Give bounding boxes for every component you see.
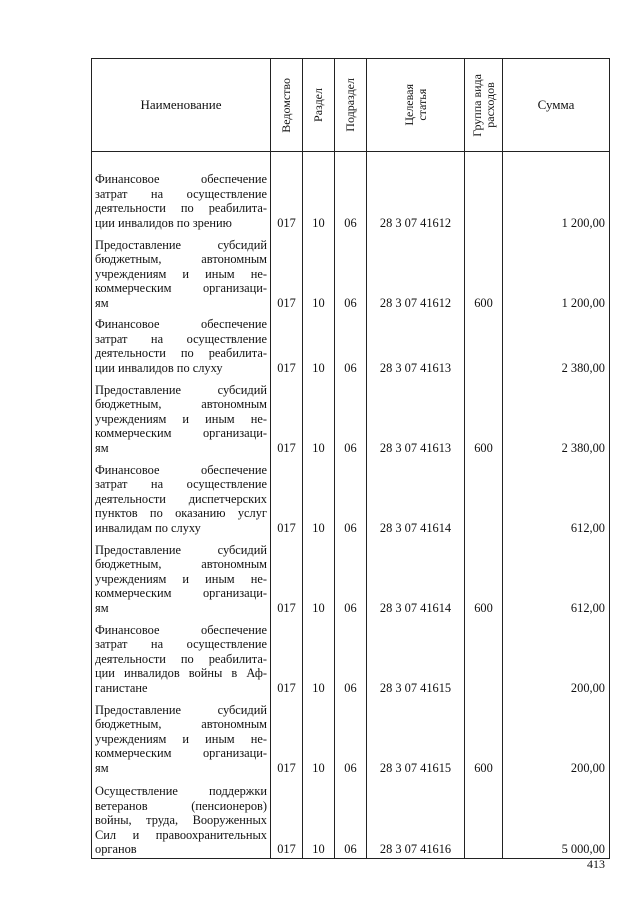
row-razdel: 10 [303,312,335,377]
row-celevaya: 28 3 07 41614 [367,457,465,537]
row-name-line: Финансовое обеспечение [95,172,267,187]
row-summa: 2 380,00 [503,312,610,377]
row-razdel: 10 [303,777,335,859]
header-gruppa [471,74,497,137]
row-name-line: ям [95,760,109,775]
row-name-line: Финансовое обеспечение [95,317,267,332]
row-name-line: коммерческим организаци- [95,281,267,296]
row-celevaya: 28 3 07 41616 [367,777,465,859]
row-summa: 2 380,00 [503,377,610,457]
row-gruppa: 600 [465,697,503,777]
row-name-line: Предоставление субсидий [95,237,267,252]
row-name-line: Предоставление субсидий [95,382,267,397]
header-summa: Сумма [503,59,610,152]
row-vedomstvo: 017 [271,377,303,457]
row-razdel: 10 [303,377,335,457]
header-vedomstvo: Ведомство [279,77,293,133]
row-vedomstvo: 017 [271,232,303,312]
header-razdel: Раздел [311,88,325,122]
row-name-line: деятельности по реабилита- [95,201,267,216]
row-name-line: ганистане [95,680,148,695]
row-name-line: коммерческим организаци- [95,586,267,601]
row-name-line: войны, труда, Вооруженных [95,813,267,828]
row-name-line: деятельности диспетчерских [95,491,267,506]
table-row [92,777,610,859]
budget-table [91,58,610,859]
row-summa: 5 000,00 [503,777,610,859]
table-row [92,697,610,777]
row-name-line: учреждениям и иным не- [95,571,267,586]
row-vedomstvo: 017 [271,617,303,697]
row-name-line: Сил и правоохранительных [95,827,267,842]
row-name-line: учреждениям и иным не- [95,411,267,426]
row-name-line: Финансовое обеспечение [95,622,267,637]
table-row [92,312,610,377]
row-name [92,377,271,457]
row-vedomstvo: 017 [271,777,303,859]
row-summa: 200,00 [503,697,610,777]
row-razdel: 10 [303,457,335,537]
row-name-line: ям [95,295,109,310]
row-name-line: коммерческим организаци- [95,426,267,441]
row-name-line: затрат на осуществление [95,477,267,492]
row-podrazdel: 06 [335,312,367,377]
row-celevaya: 28 3 07 41615 [367,617,465,697]
row-name [92,617,271,697]
row-name-line: ции инвалидов по слуху [95,360,223,375]
row-podrazdel: 06 [335,537,367,617]
header-celevaya-cell [367,59,465,152]
row-name-line: Предоставление субсидий [95,542,267,557]
row-name-line: затрат на осуществление [95,637,267,652]
row-summa: 612,00 [503,457,610,537]
row-podrazdel: 06 [335,697,367,777]
row-gruppa: 600 [465,377,503,457]
row-razdel: 10 [303,152,335,232]
row-name-line: инвалидам по слуху [95,520,201,535]
row-celevaya: 28 3 07 41612 [367,152,465,232]
row-podrazdel: 06 [335,232,367,312]
row-name-line: Финансовое обеспечение [95,462,267,477]
row-vedomstvo: 017 [271,312,303,377]
header-celevaya [403,84,429,126]
row-name-line: учреждениям и иным не- [95,266,267,281]
row-celevaya: 28 3 07 41614 [367,537,465,617]
row-gruppa: 600 [465,232,503,312]
header-podrazdel: Подраздел [343,78,357,132]
row-gruppa [465,312,503,377]
row-vedomstvo: 017 [271,457,303,537]
row-name-line: ции инвалидов войны в Аф- [95,666,267,681]
row-celevaya: 28 3 07 41613 [367,312,465,377]
row-gruppa [465,777,503,859]
row-name [92,152,271,232]
row-gruppa [465,457,503,537]
row-name-line: затрат на осуществление [95,186,267,201]
row-name-line: пунктов по оказанию услуг [95,506,267,521]
header-gruppa-line2: расходов [482,82,497,128]
row-name [92,697,271,777]
row-name-line: бюджетным, автономным [95,717,267,732]
header-gruppa-line1: Группа вида [469,73,484,137]
row-name-line: учреждениям и иным не- [95,731,267,746]
row-name-line: ции инвалидов по зрению [95,215,232,230]
row-name-line: бюджетным, автономным [95,397,267,412]
row-vedomstvo: 017 [271,697,303,777]
header-razdel-cell [303,59,335,152]
table-row [92,537,610,617]
row-name [92,777,271,859]
row-name-line: коммерческим организаци- [95,746,267,761]
row-name-line: бюджетным, автономным [95,252,267,267]
row-summa: 612,00 [503,537,610,617]
row-podrazdel: 06 [335,152,367,232]
row-name-line: ям [95,440,109,455]
header-celevaya-line2: статья [414,89,429,121]
row-summa: 200,00 [503,617,610,697]
page-number: 413 [587,857,605,871]
header-name: Наименование [92,59,271,152]
table-body [92,152,610,859]
row-celevaya: 28 3 07 41613 [367,377,465,457]
header-vedomstvo-cell [271,59,303,152]
row-gruppa [465,617,503,697]
row-celevaya: 28 3 07 41615 [367,697,465,777]
row-vedomstvo: 017 [271,152,303,232]
row-name-line: деятельности по реабилита- [95,346,267,361]
row-name [92,232,271,312]
row-name-line: ям [95,600,109,615]
header-gruppa-cell [465,59,503,152]
row-name-line: ветеранов (пенсионеров) [95,798,267,813]
table-header-row [92,59,610,152]
row-name-line: затрат на осуществление [95,331,267,346]
row-razdel: 10 [303,537,335,617]
row-name-line: деятельности по реабилита- [95,651,267,666]
table-row [92,377,610,457]
row-summa: 1 200,00 [503,232,610,312]
row-podrazdel: 06 [335,377,367,457]
table-row [92,457,610,537]
row-name-line: Предоставление субсидий [95,702,267,717]
table-row [92,152,610,232]
row-razdel: 10 [303,617,335,697]
header-podrazdel-cell [335,59,367,152]
row-podrazdel: 06 [335,617,367,697]
row-name [92,457,271,537]
row-vedomstvo: 017 [271,537,303,617]
row-gruppa [465,152,503,232]
row-name-line: Осуществление поддержки [95,784,267,799]
header-celevaya-line1: Целевая [401,84,416,126]
row-podrazdel: 06 [335,457,367,537]
row-summa: 1 200,00 [503,152,610,232]
row-name-line: органов [95,842,137,857]
row-name-line: бюджетным, автономным [95,557,267,572]
row-razdel: 10 [303,232,335,312]
row-name [92,537,271,617]
row-podrazdel: 06 [335,777,367,859]
table-row [92,617,610,697]
row-razdel: 10 [303,697,335,777]
table-row [92,232,610,312]
row-name [92,312,271,377]
row-celevaya: 28 3 07 41612 [367,232,465,312]
row-gruppa: 600 [465,537,503,617]
